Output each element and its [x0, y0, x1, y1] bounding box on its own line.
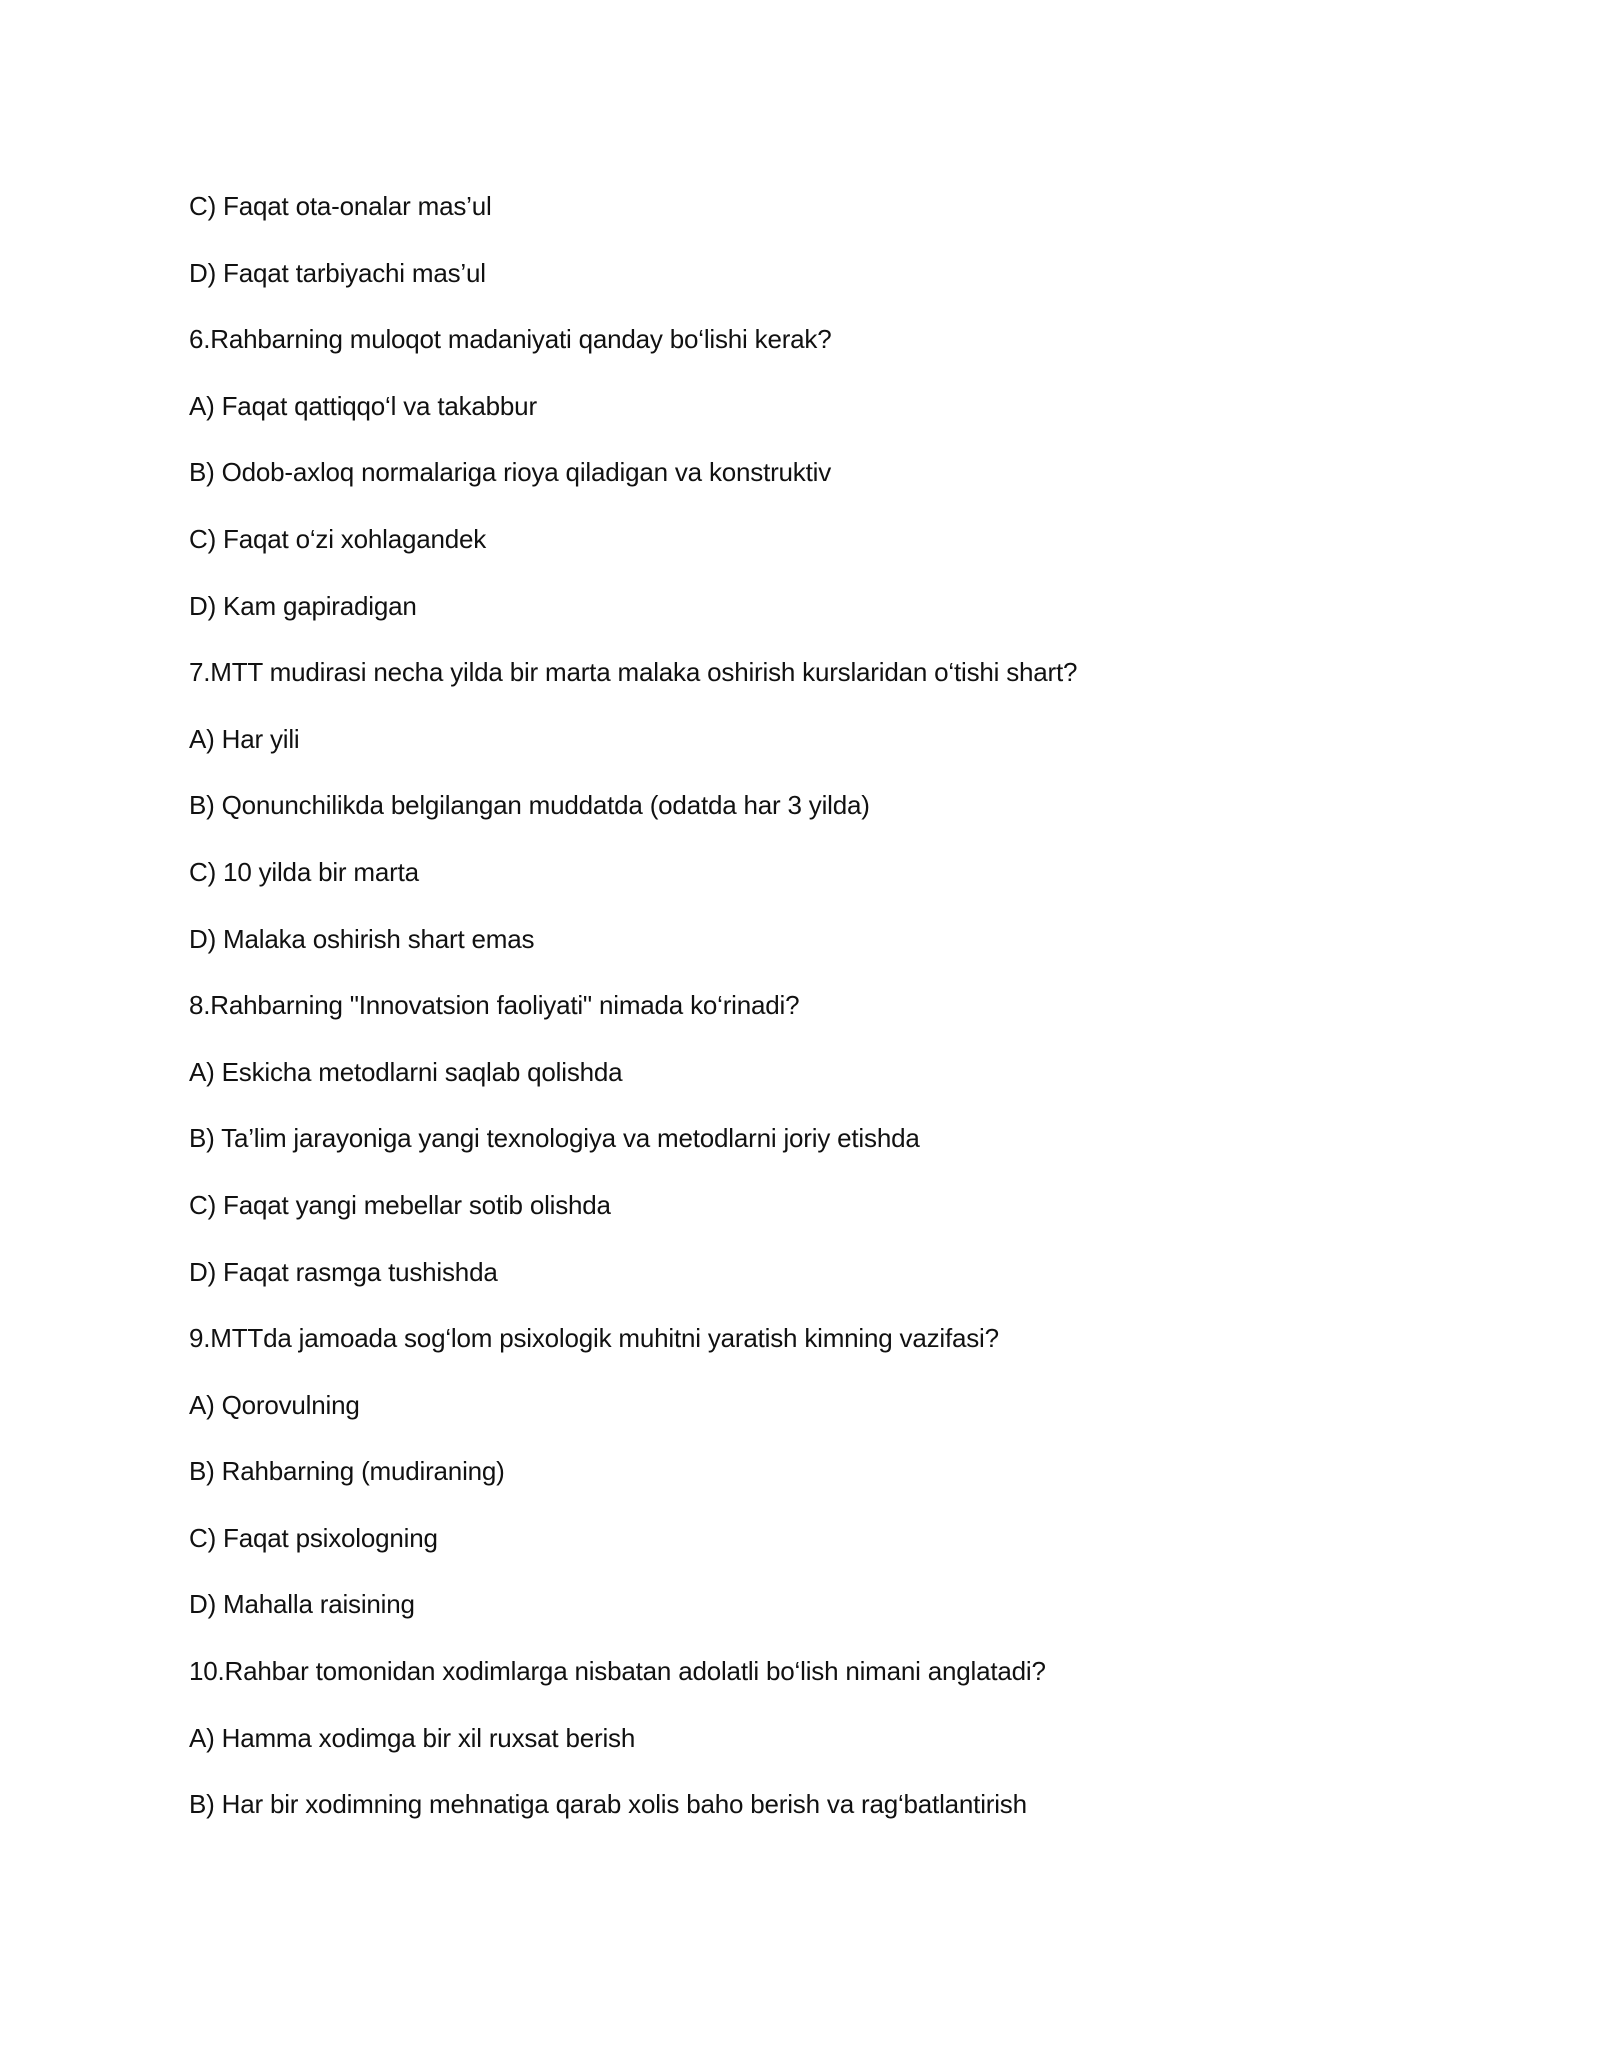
- answer-option: D) Faqat tarbiyachi mas’ul: [189, 257, 486, 288]
- answer-option: C) Faqat o‘zi xohlagandek: [189, 523, 487, 554]
- answer-option: B) Ta’lim jarayoniga yangi texnologiya va metodlarni joriy etishda: [189, 1123, 920, 1154]
- answer-option: A) Faqat qattiqqo‘l va takabbur: [189, 390, 537, 421]
- answer-option: A) Qorovulning: [189, 1389, 360, 1420]
- question-text: 8.Rahbarning "Innovatsion faoliyati" nimada ko‘rinadi?: [189, 990, 800, 1021]
- answer-option: A) Eskicha metodlarni saqlab qolishda: [189, 1056, 623, 1087]
- question-text: 10.Rahbar tomonidan xodimlarga nisbatan adolatli bo‘lish nimani anglatadi?: [189, 1656, 1046, 1687]
- question-text: 7.MTT mudirasi necha yilda bir marta malaka oshirish kurslaridan o‘tishi shart?: [189, 657, 1078, 688]
- answer-option: B) Qonunchilikda belgilangan muddatda (odatda har 3 yilda): [189, 790, 870, 821]
- answer-option: C) Faqat yangi mebellar sotib olishda: [189, 1189, 611, 1220]
- answer-option: D) Mahalla raisining: [189, 1589, 415, 1620]
- answer-option: D) Malaka oshirish shart emas: [189, 923, 535, 954]
- question-text: 6.Rahbarning muloqot madaniyati qanday bo‘lishi kerak?: [189, 324, 832, 355]
- answer-option: A) Har yili: [189, 723, 300, 754]
- answer-option: C) Faqat psixologning: [189, 1522, 438, 1553]
- answer-option: C) 10 yilda bir marta: [189, 856, 419, 887]
- answer-option: B) Har bir xodimning mehnatiga qarab xolis baho berish va rag‘batlantirish: [189, 1789, 1027, 1820]
- answer-option: A) Hamma xodimga bir xil ruxsat berish: [189, 1722, 636, 1753]
- question-list: [189, 186, 1489, 1851]
- answer-option: B) Rahbarning (mudiraning): [189, 1456, 505, 1487]
- answer-option: C) Faqat ota-onalar mas’ul: [189, 191, 492, 221]
- answer-option: D) Faqat rasmga tushishda: [189, 1256, 498, 1287]
- answer-option: D) Kam gapiradigan: [189, 590, 417, 621]
- answer-option: B) Odob-axloq normalariga rioya qiladigan va konstruktiv: [189, 457, 832, 488]
- question-text: 9.MTTda jamoada sog‘lom psixologik muhitni yaratish kimning vazifasi?: [189, 1323, 999, 1354]
